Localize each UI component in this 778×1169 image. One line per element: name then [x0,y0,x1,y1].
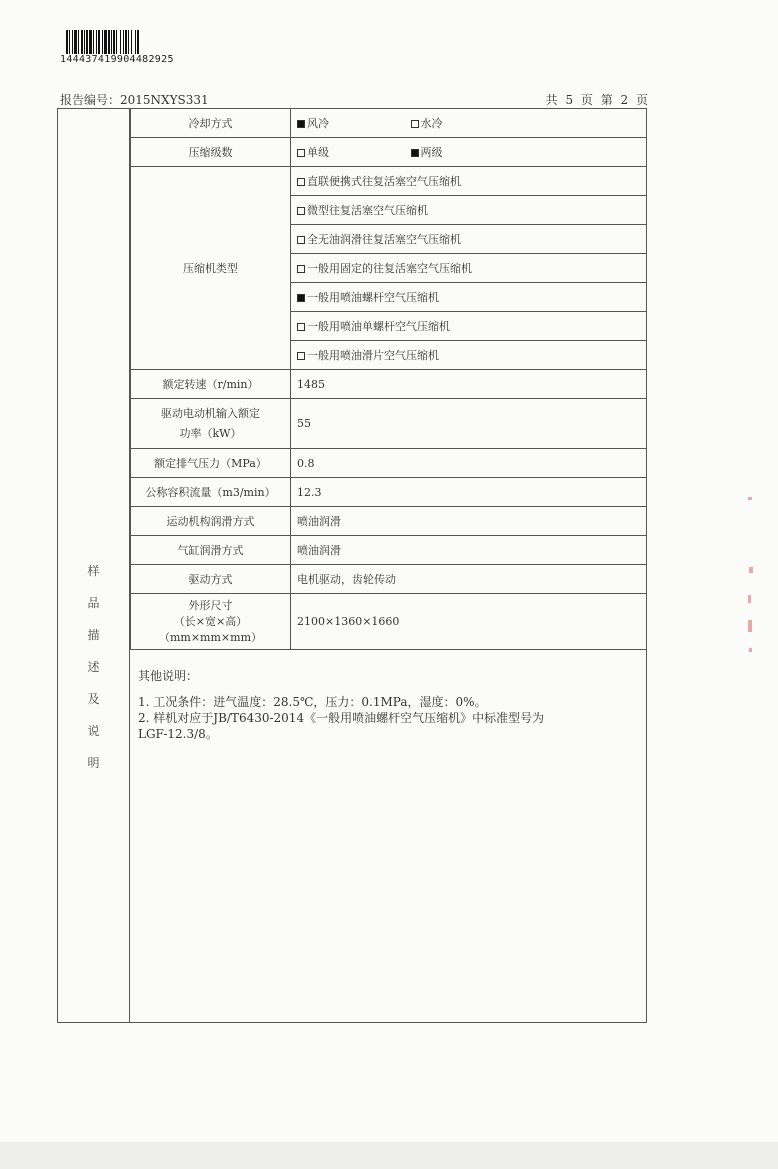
side-char: 描 [87,628,100,642]
option-text: 单级 [307,146,329,159]
table-row [131,565,647,594]
stamp-edge-mark [748,620,752,632]
compressor-type-option [291,341,647,370]
note-line: 1. 工况条件：进气温度：28.5℃，压力：0.1MPa，湿度：0%。 [138,695,487,709]
option-single-stage [297,144,407,160]
report-number: 报告编号：2015NXYS331 [60,93,209,107]
table-row [131,167,647,196]
label-line: 外形尺寸 [188,598,233,612]
discharge-pressure-label: 额定排气压力（MPa） [131,449,291,478]
barcode-number: 144437419904482925 [60,54,174,65]
motor-power-value: 55 [291,399,647,449]
cylinder-lubrication-value: 喷油润滑 [291,536,647,565]
discharge-pressure-value: 0.8 [291,449,647,478]
option-water-cooled [411,115,511,131]
cooling-label: 冷却方式 [131,109,291,138]
option-text: 全无油润滑往复活塞空气压缩机 [307,233,461,246]
empty-box-icon [297,323,305,331]
option-text: 微型往复活塞空气压缩机 [307,204,428,217]
table-row [131,370,647,399]
compressor-type-option [291,225,647,254]
drive-mode-label: 驱动方式 [131,565,291,594]
cooling-options [291,109,647,138]
compressor-type-option [291,167,647,196]
motor-power-label [131,399,291,449]
label-line: （长×宽×高） [173,614,248,628]
checked-box-icon [411,149,419,157]
side-char: 述 [87,660,100,674]
label-line: （mm×mm×mm） [158,630,263,644]
empty-box-icon [297,265,305,273]
option-text: 两级 [420,146,443,159]
drive-mode-value: 电机驱动，齿轮传动 [291,565,647,594]
empty-box-icon [297,207,305,215]
volume-flow-label: 公称容积流量（m3/min） [131,478,291,507]
option-text: 风冷 [307,117,329,130]
empty-box-icon [411,120,419,128]
barcode [66,30,172,54]
table-row [131,109,647,138]
rated-speed-label: 额定转速（r/min） [131,370,291,399]
compressor-type-option [291,254,647,283]
empty-box-icon [297,236,305,244]
option-text: 一般用喷油单螺杆空气压缩机 [307,320,450,333]
stamp-edge-mark [748,595,751,603]
volume-flow-value: 12.3 [291,478,647,507]
option-text: 一般用喷油螺杆空气压缩机 [307,291,439,304]
table-row [131,138,647,167]
side-char: 明 [87,756,100,770]
empty-box-icon [297,178,305,186]
checked-box-icon [297,294,305,302]
option-text: 水冷 [420,117,443,130]
option-two-stage [411,144,511,160]
spec-table [130,108,647,650]
mechanism-lubrication-label: 运动机构润滑方式 [131,507,291,536]
page-info: 共 5 页 第 2 页 [545,93,648,107]
option-text: 一般用固定的往复活塞空气压缩机 [307,262,472,275]
table-row [131,507,647,536]
checked-box-icon [297,120,305,128]
sample-description-column [57,108,130,1023]
note-line: 2. 样机对应于JB/T6430-2014《一般用喷油螺杆空气压缩机》中标准型号为 [138,711,545,725]
notes-heading: 其他说明： [138,669,199,683]
stamp-edge-mark [748,497,752,500]
option-air-cooled [297,115,407,131]
empty-box-icon [297,352,305,360]
empty-box-icon [297,149,305,157]
note-line: LGF-12.3/8。 [138,727,218,741]
table-row [131,536,647,565]
compressor-type-option [291,283,647,312]
compressor-type-option [291,196,647,225]
table-row [131,478,647,507]
compressor-type-option [291,312,647,341]
side-label [57,563,130,771]
label-line: 功率（kW） [179,426,242,440]
label-line: 驱动电动机输入额定 [161,406,260,420]
other-notes [138,668,638,742]
table-row [131,449,647,478]
scan-edge [0,1142,778,1169]
side-char: 及 [87,692,100,706]
stamp-edge-mark [749,648,752,652]
dimensions-label [131,594,291,650]
side-char: 品 [87,596,100,610]
option-text: 直联便携式往复活塞空气压缩机 [307,175,461,188]
cylinder-lubrication-label: 气缸润滑方式 [131,536,291,565]
table-row [131,399,647,449]
mechanism-lubrication-value: 喷油润滑 [291,507,647,536]
rated-speed-value: 1485 [291,370,647,399]
stamp-edge-mark [749,567,753,573]
side-char: 样 [87,564,100,578]
stages-options [291,138,647,167]
compressor-type-label: 压缩机类型 [131,167,291,370]
stages-label: 压缩级数 [131,138,291,167]
option-text: 一般用喷油滑片空气压缩机 [307,349,439,362]
side-char: 说 [87,724,100,738]
barcode-bar [139,30,140,54]
dimensions-value: 2100×1360×1660 [291,594,647,650]
table-row [131,594,647,650]
